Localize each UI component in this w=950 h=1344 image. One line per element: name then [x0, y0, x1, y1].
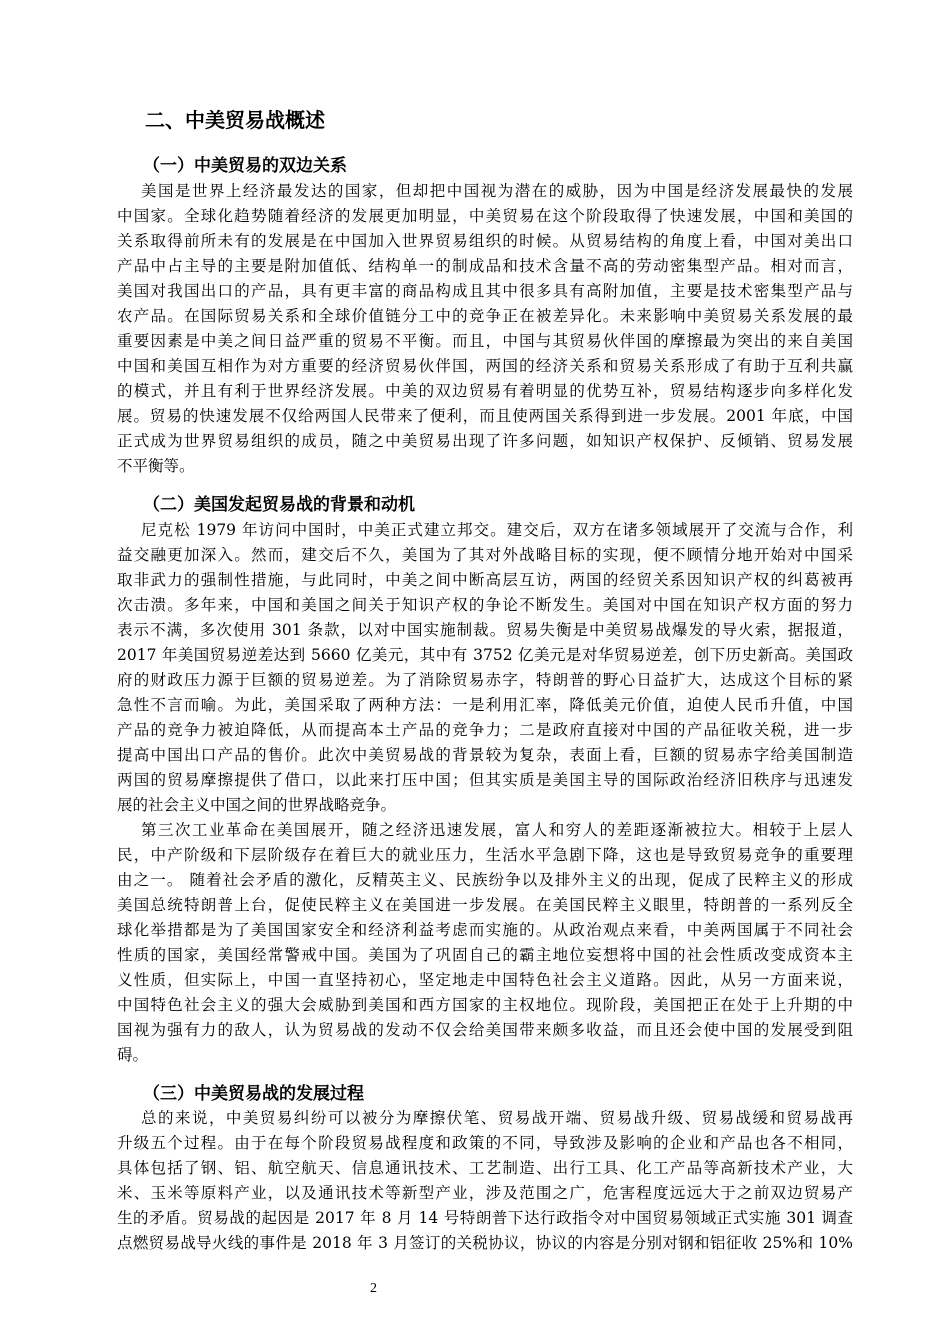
- paragraph-line: 性质的国家，美国经常警戒中国。美国为了巩固自己的霸主地位妄想将中国的社会性质改变成资本主: [117, 946, 853, 964]
- paragraph-line: 两国的贸易摩擦提供了借口，以此来打压中国；但其实质是美国主导的国际政治经济旧秩序与迅速发: [117, 771, 853, 789]
- paragraph-line: 中国特色社会主义的强大会威胁到美国和西方国家的主权地位。现阶段，美国把正在处于上升期的中: [117, 996, 853, 1014]
- paragraph-line: 的模式，并且有利于世界经济发展。中美的双边贸易有着明显的优势互补，贸易结构逐步向多样化发: [117, 382, 853, 400]
- paragraph-line: 碍。: [117, 1046, 149, 1064]
- paragraph-line: 展的社会主义中国之间的世界战略竞争。: [117, 796, 397, 814]
- paragraph-line: 取非武力的强制性措施，与此同时，中美之间中断高层互访，两国的经贸关系因知识产权的纠葛被再: [117, 571, 853, 589]
- paragraph: [117, 1106, 853, 1256]
- paragraph: [117, 818, 853, 1068]
- paragraph-line: 府的财政压力源于巨额的贸易逆差。为了消除贸易赤字，特朗普的野心日益扩大，达成这个目标的紧: [117, 671, 853, 689]
- paragraph-line: 美国总统特朗普上台，促使民粹主义在美国进一步发展。在美国民粹主义眼里，特朗普的一系列反全: [117, 896, 853, 914]
- paragraph-line: 总的来说，中美贸易纠纷可以被分为摩擦伏笔、贸易战开端、贸易战升级、贸易战缓和贸易战再: [141, 1109, 853, 1127]
- paragraph-line: 具体包括了钢、铝、航空航天、信息通讯技术、工艺制造、出行工具、化工产品等高新技术产业，大: [117, 1159, 853, 1177]
- paragraph-line: 升级五个过程。由于在每个阶段贸易战程度和政策的不同，导致涉及影响的企业和产品也各不相同，: [117, 1134, 853, 1152]
- paragraph-line: 美国对我国出口的产品，具有更丰富的商品构成且其中很多具有高附加值，主要是技术密集型产品与: [117, 282, 853, 300]
- paragraph-line: 关系取得前所未有的发展是在中国加入世界贸易组织的时候。从贸易结构的角度上看，中国对美出口: [117, 232, 853, 250]
- paragraph-line: 正式成为世界贸易组织的成员，随之中美贸易出现了许多问题，如知识产权保护、反倾销、贸易发展: [117, 432, 853, 450]
- section-heading: （三）中美贸易战的发展过程: [143, 1084, 364, 1104]
- paragraph: [117, 179, 853, 479]
- paragraph-line: 表示不满，多次使用 301 条款，以对中国实施制裁。贸易失衡是中美贸易战爆发的导火索，据报道，: [117, 621, 853, 639]
- paragraph-line: 美国是世界上经济最发达的国家，但却把中国视为潜在的威胁，因为中国是经济发展最快的发展: [141, 182, 853, 200]
- paragraph-line: 提高中国出口产品的售价。此次中美贸易战的背景较为复杂，表面上看，巨额的贸易赤字给美国制造: [117, 746, 853, 764]
- paragraph-line: 产品中占主导的主要是附加值低、结构单一的制成品和技术含量不高的劳动密集型产品。相对而言，: [117, 257, 853, 275]
- paragraph-line: 义性质，但实际上，中国一直坚持初心，坚定地走中国特色社会主义道路。因此，从另一方面来说，: [117, 971, 853, 989]
- paragraph-line: 由之一。 随着社会矛盾的激化，反精英主义、民族纷争以及排外主义的出现，促成了民粹主义的形成: [117, 871, 853, 889]
- section-heading: （一）中美贸易的双边关系: [143, 156, 347, 176]
- paragraph-line: 不平衡等。: [117, 457, 195, 475]
- paragraph-line: 米、玉米等原料产业，以及通讯技术等新型产业，涉及范围之广，危害程度远远大于之前双边贸易产: [117, 1184, 853, 1202]
- paragraph-line: 展。贸易的快速发展不仅给两国人民带来了便利，而且使两国关系得到进一步发展。2001 年底，中国: [117, 407, 853, 425]
- paragraph-line: 中国家。全球化趋势随着经济的发展更加明显，中美贸易在这个阶段取得了快速发展，中国和美国的: [117, 207, 853, 225]
- page-number: 2: [370, 1281, 377, 1296]
- paragraph-line: 农产品。在国际贸易关系和全球价值链分工中的竞争正在被差异化。未来影响中美贸易关系发展的最: [117, 307, 853, 325]
- paragraph-line: 第三次工业革命在美国展开，随之经济迅速发展，富人和穷人的差距逐渐被拉大。相较于上层人: [141, 821, 853, 839]
- paragraph-line: 尼克松 1979 年访问中国时，中美正式建立邦交。建交后，双方在诸多领域展开了交流与合作，利: [141, 521, 853, 539]
- paragraph: [117, 518, 853, 818]
- paragraph-line: 民，中产阶级和下层阶级存在着巨大的就业压力，生活水平急剧下降，这也是导致贸易竞争的重要理: [117, 846, 853, 864]
- paragraph-line: 重要因素是中美之间日益严重的贸易不平衡。而且，中国与其贸易伙伴国的摩擦最为突出的来自美国: [117, 332, 853, 350]
- paragraph-line: 中国和美国互相作为对方重要的经济贸易伙伴国，两国的经济关系和贸易关系形成了有助于互利共赢: [117, 357, 853, 375]
- paragraph-line: 生的矛盾。贸易战的起因是 2017 年 8 月 14 号特朗普下达行政指令对中国贸易领域正式实施 301 调查: [117, 1209, 853, 1227]
- paragraph-line: 点燃贸易战导火线的事件是 2018 年 3 月签订的关税协议，协议的内容是分别对钢和铝征收 25%和 10%: [117, 1234, 853, 1252]
- chapter-title: 二、中美贸易战概述: [145, 108, 325, 132]
- paragraph-line: 产品的竞争力被迫降低，从而提高本土产品的竞争力；二是政府直接对中国的产品征收关税，进一步: [117, 721, 853, 739]
- paragraph-line: 益交融更加深入。然而，建交后不久，美国为了其对外战略目标的实现，便不顾情分地开始对中国采: [117, 546, 853, 564]
- paragraph-line: 球化举措都是为了美国国家安全和经济利益考虑而实施的。从政治观点来看，中美两国属于不同社会: [117, 921, 853, 939]
- paragraph-line: 次击溃。多年来，中国和美国之间关于知识产权的争论不断发生。美国对中国在知识产权方面的努力: [117, 596, 853, 614]
- paragraph-line: 2017 年美国贸易逆差达到 5660 亿美元，其中有 3752 亿美元是对华贸易逆差，创下历史新高。美国政: [117, 646, 853, 664]
- paragraph-line: 国视为强有力的敌人，认为贸易战的发动不仅会给美国带来颇多收益，而且还会使中国的发展受到阻: [117, 1021, 853, 1039]
- paragraph-line: 急性不言而喻。为此，美国采取了两种方法：一是利用汇率，降低美元价值，迫使人民币升值，中国: [117, 696, 853, 714]
- section-heading: （二）美国发起贸易战的背景和动机: [143, 495, 415, 515]
